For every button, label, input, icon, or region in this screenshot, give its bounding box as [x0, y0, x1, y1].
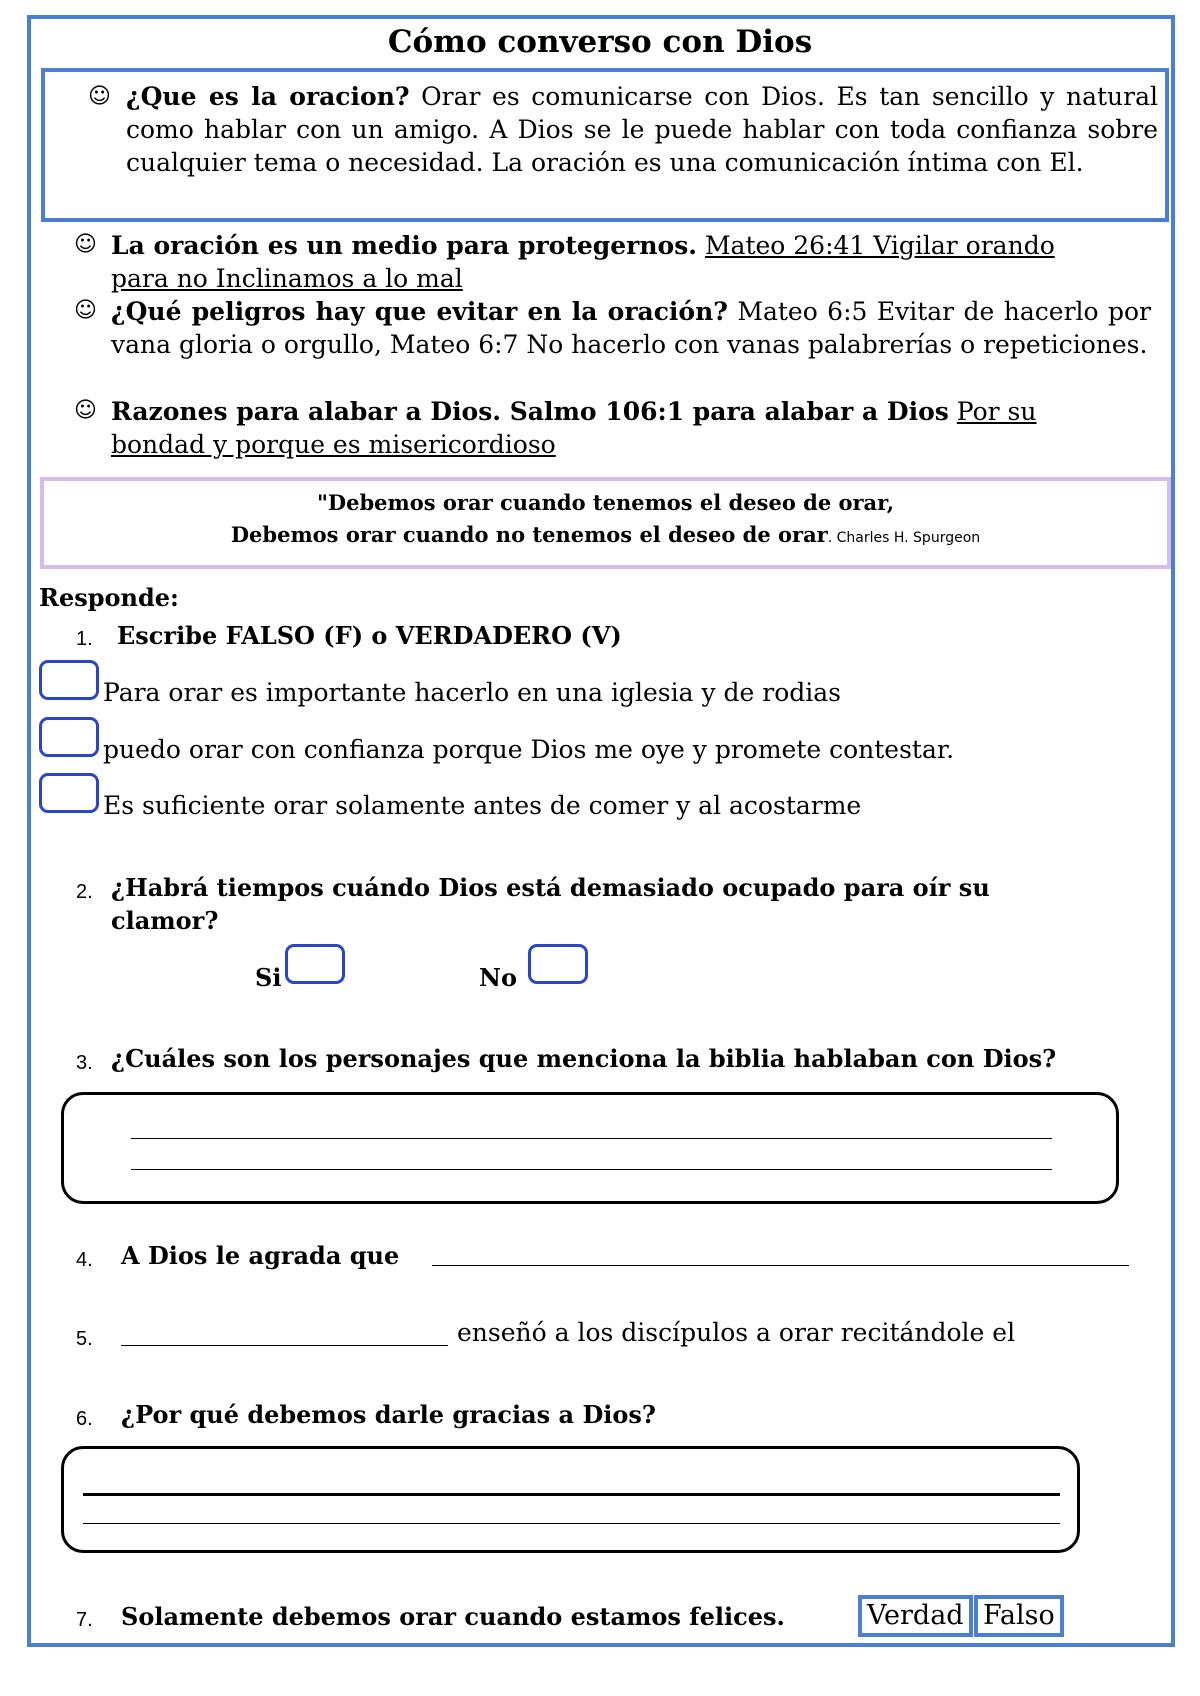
bullet-3 — [111, 395, 1111, 461]
answer-line — [131, 1138, 1052, 1139]
q2-number: 2. — [76, 881, 93, 903]
q3-answer-box[interactable] — [61, 1092, 1119, 1204]
q2-line-2: clamor? — [111, 906, 219, 935]
answer-line — [131, 1169, 1052, 1170]
tf-answer-box-1[interactable] — [39, 660, 99, 700]
verdad-option[interactable]: Verdad — [858, 1595, 973, 1637]
bullet-1 — [111, 229, 1111, 295]
smiley-icon: ☺ — [88, 84, 111, 109]
quote-line-2 — [44, 519, 1167, 554]
q4-blank-line[interactable] — [432, 1265, 1129, 1266]
bullet-1-reference: Mateo 26:41 Vigilar orando para no Inclinamos a lo mal — [111, 231, 1055, 293]
q7-text: Solamente debemos orar cuando estamos felices. — [121, 1602, 785, 1631]
bullet-2-text: Mateo 6:5 Evitar de hacerlo por vana gloria o orgullo, Mateo 6:7 No hacerlo con vanas palabrerías o repeticiones. — [111, 297, 1151, 359]
yes-answer-box[interactable] — [285, 944, 345, 984]
quote-box — [40, 477, 1171, 569]
page-title: Cómo converso con Dios — [387, 24, 813, 60]
answer-line — [83, 1523, 1060, 1524]
bullet-3-space — [949, 397, 957, 426]
q4-number: 4. — [76, 1249, 93, 1271]
tf-answer-box-2[interactable] — [39, 717, 99, 757]
intro-body: Orar es comunicarse con Dios. Es tan sencillo y natural como hablar con un amigo. A Dios se le puede hablar con toda confianza sobre cualquier tema o necesidad. La oración es una comunicación íntima con El. — [126, 82, 1158, 177]
tf-statement-1: Para orar es importante hacerlo en una iglesia y de rodias — [103, 678, 841, 707]
q4-text: A Dios le agrada que — [121, 1241, 400, 1270]
intro-question: ¿Que es la oracion? — [126, 82, 410, 111]
q6-number: 6. — [76, 1408, 93, 1430]
q5-number: 5. — [76, 1328, 93, 1350]
responde-heading: Responde: — [39, 583, 179, 612]
answer-line — [83, 1493, 1060, 1496]
tf-answer-box-3[interactable] — [39, 773, 99, 813]
no-label: No — [479, 963, 517, 992]
q5-text: enseñó a los discípulos a orar recitándole el — [457, 1318, 1016, 1347]
bullet-2-bold: ¿Qué peligros hay que evitar en la oración? — [111, 297, 728, 326]
q5-blank-line[interactable] — [121, 1345, 448, 1346]
q3-text: ¿Cuáles son los personajes que menciona la biblia hablaban con Dios? — [111, 1044, 1057, 1073]
q7-number: 7. — [76, 1609, 93, 1631]
smiley-icon: ☺ — [74, 298, 97, 323]
quote-author: . Charles H. Spurgeon — [827, 530, 981, 546]
tf-statement-2: puedo orar con confianza porque Dios me oye y promete contestar. — [103, 735, 955, 764]
q6-answer-box[interactable] — [61, 1446, 1080, 1553]
intro-text — [126, 80, 1158, 179]
q1-number: 1. — [76, 628, 93, 650]
quote-line-2-text: Debemos orar cuando no tenemos el deseo de orar — [230, 522, 828, 547]
quote-line-1: "Debemos orar cuando tenemos el deseo de orar, — [316, 490, 895, 515]
bullet-2 — [111, 295, 1151, 361]
smiley-icon: ☺ — [74, 232, 97, 257]
bullet-1-bold: La oración es un medio para protegernos. — [111, 231, 697, 260]
q6-text: ¿Por qué debemos darle gracias a Dios? — [121, 1400, 656, 1429]
smiley-icon: ☺ — [74, 398, 97, 423]
tf-statement-3: Es suficiente orar solamente antes de comer y al acostarme — [103, 791, 862, 820]
bullet-3-reference: Por su bondad y porque es misericordioso — [111, 397, 1037, 459]
yes-label: Si — [255, 963, 282, 992]
q1-text: Escribe FALSO (F) o VERDADERO (V) — [117, 621, 622, 650]
falso-option[interactable]: Falso — [974, 1595, 1064, 1637]
bullet-3-bold: Razones para alabar a Dios. Salmo 106:1 para alabar a Dios — [111, 397, 949, 426]
q3-number: 3. — [76, 1052, 93, 1074]
no-answer-box[interactable] — [528, 944, 588, 984]
bullet-1-space — [697, 231, 705, 260]
q2-line-1: ¿Habrá tiempos cuándo Dios está demasiado ocupado para oír su — [111, 873, 990, 902]
